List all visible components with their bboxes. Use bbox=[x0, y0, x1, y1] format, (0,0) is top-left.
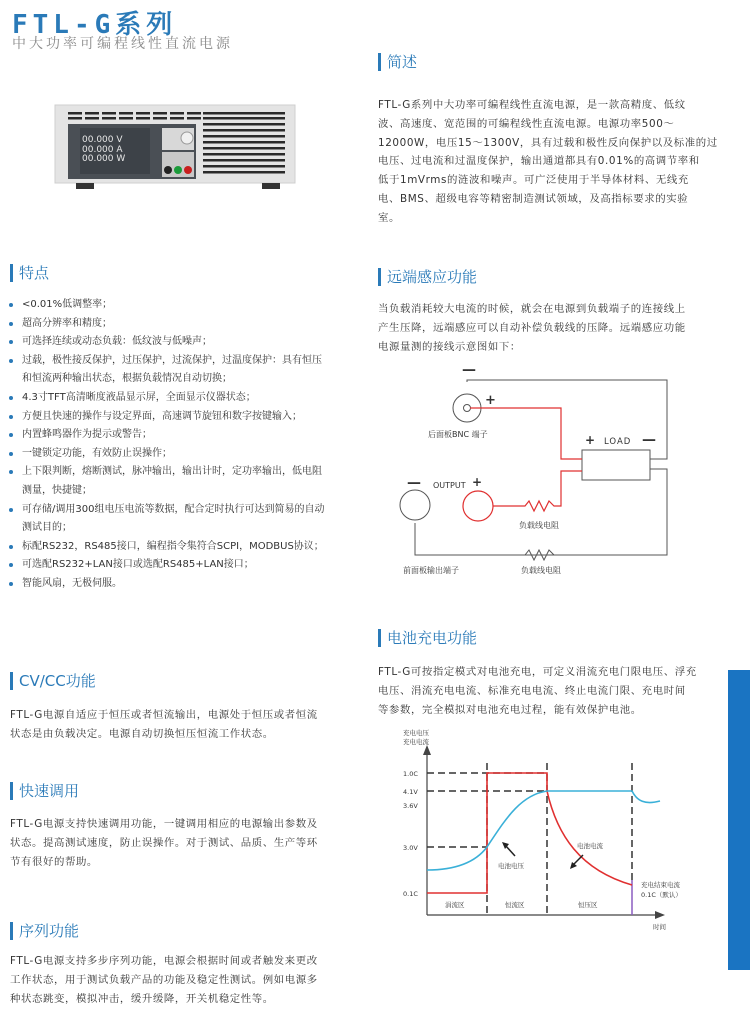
feature-text: 标配RS232，RS485接口，编程指令集符合SCPI，MODBUS协议； bbox=[22, 540, 324, 552]
sequence-line: 工作状态，用于测试负载产品的功能及稳定性测试。例如电源多 bbox=[10, 973, 318, 986]
heading-accent-bar bbox=[10, 264, 13, 282]
zone-cc: 恒流区 bbox=[505, 901, 525, 909]
quick-recall-heading bbox=[10, 780, 79, 801]
sequence-line: FTL-G电源支持多步序列功能，电源会根据时间或者触发来更改 bbox=[10, 955, 318, 967]
zone-trickle: 涓流区 bbox=[445, 901, 465, 909]
feature-item bbox=[2, 463, 352, 500]
feature-item bbox=[2, 389, 352, 408]
cvcc-heading-text: CV/CC功能 bbox=[19, 672, 96, 690]
y-label-voltage: 充电电压 bbox=[403, 729, 429, 737]
overview-heading-text: 简述 bbox=[387, 53, 418, 71]
end-current-label: 充电结束电流 bbox=[641, 881, 680, 889]
page-subtitle: 中大功率可编程线性直流电源 bbox=[12, 36, 233, 52]
x-axis-arrow-icon bbox=[655, 911, 665, 919]
remote-sense-line: 产生压降，远端感应可以自动补偿负载线的压降。远端感应功能 bbox=[378, 321, 686, 334]
bullet-icon bbox=[9, 452, 13, 456]
feature-item bbox=[2, 538, 352, 557]
product-image bbox=[50, 100, 300, 195]
heading-accent-bar bbox=[10, 782, 13, 800]
heading-accent-bar bbox=[378, 53, 381, 71]
bullet-icon bbox=[9, 433, 13, 437]
load-label: LOAD bbox=[604, 437, 632, 447]
quick-recall-text bbox=[10, 815, 360, 871]
y-label-current: 充电电流 bbox=[403, 738, 429, 746]
feature-item bbox=[2, 296, 352, 315]
feature-text: 可选配RS232+LAN接口或选配RS485+LAN接口； bbox=[22, 559, 254, 571]
cvcc-text bbox=[10, 706, 360, 744]
zone-cv: 恒压区 bbox=[578, 901, 598, 909]
battery-heading-text: 电池充电功能 bbox=[387, 629, 478, 647]
feature-text: 和恒流两种输出状态，根据负载情况自动切换； bbox=[22, 373, 232, 385]
remote-sense-text bbox=[378, 300, 728, 356]
reading-power: 00.000 W bbox=[82, 154, 126, 164]
y-axis-arrow-icon bbox=[423, 745, 431, 755]
heading-accent-bar bbox=[10, 672, 13, 690]
battery-voltage-curve bbox=[427, 791, 660, 870]
feature-item bbox=[2, 445, 352, 464]
voltage-label: 电池电压 bbox=[498, 862, 524, 870]
features-heading bbox=[10, 262, 49, 283]
reading-current: 00.000 A bbox=[82, 145, 123, 155]
bullet-icon bbox=[9, 322, 13, 326]
bnc-minus-sign: — bbox=[462, 362, 476, 378]
cvcc-line: 状态是由负载决定。电源自动切换恒压恒流工作状态。 bbox=[10, 727, 274, 740]
feature-text: <0.01%低调整率； bbox=[22, 299, 113, 310]
battery-line: 电压、涓流充电电流、标准充电电流、终止电流门限、充电时间 bbox=[378, 684, 686, 697]
tick-3v0: 3.0V bbox=[403, 844, 418, 852]
sequence-heading bbox=[10, 920, 79, 941]
feature-item bbox=[2, 315, 352, 334]
overview-text bbox=[378, 96, 728, 228]
bnc-terminal-label: 后面板BNC 端子 bbox=[428, 430, 488, 439]
overview-heading bbox=[378, 51, 417, 72]
bullet-icon bbox=[9, 415, 13, 419]
bullet-icon bbox=[9, 396, 13, 400]
feature-item bbox=[2, 426, 352, 445]
feature-item bbox=[2, 408, 352, 427]
sequence-line: 种状态跳变，模拟冲击，缓升缓降，开关机稳定性等。 bbox=[10, 992, 274, 1005]
cvcc-line: FTL-G电源自适应于恒压或者恒流输出，电源处于恒压或者恒流 bbox=[10, 709, 318, 721]
overview-line: 室。 bbox=[378, 211, 400, 224]
feature-text: 过载，极性接反保护，过压保护，过流保护，过温度保护：具有恒压 bbox=[22, 354, 322, 366]
output-plus-sign: + bbox=[472, 475, 483, 489]
end-current-default: 0.1C（默认） bbox=[641, 891, 682, 899]
output-label: OUTPUT bbox=[433, 481, 466, 490]
feature-text: 上下限判断，熔断测试，脉冲输出，输出计时，定功率输出，低电阻 bbox=[22, 466, 322, 478]
overview-line: 电压、过电流和过温度保护，输出通道都具有0.01%的高调节率和 bbox=[378, 155, 700, 168]
feature-text: 可选择连续或动态负载：低纹波与低噪声； bbox=[22, 336, 212, 348]
bullet-icon bbox=[9, 340, 13, 344]
current-pointer-arrow-icon bbox=[573, 855, 583, 865]
cvcc-heading bbox=[10, 670, 96, 691]
battery-line: FTL-G可按指定模式对电池充电，可定义涓流充电门限电压、浮充 bbox=[378, 666, 697, 678]
battery-heading bbox=[378, 627, 477, 648]
remote-sense-line: 当负载消耗较大电流的时候，就会在电源到负载端子的连接线上 bbox=[378, 303, 686, 315]
front-terminal-label: 前面板输出端子 bbox=[403, 566, 459, 575]
feature-text: 智能风扇，无极伺服。 bbox=[22, 577, 122, 589]
overview-line: 电、BMS、超级电容等精密制造测试领域，及高指标要求的实验 bbox=[378, 192, 689, 205]
tick-4v1: 4.1V bbox=[403, 788, 418, 796]
sequence-heading-text: 序列功能 bbox=[19, 922, 80, 940]
feature-text: 测量，快捷键； bbox=[22, 484, 92, 496]
bullet-icon bbox=[9, 470, 13, 474]
battery-line: 等参数，完全模拟对电池充电过程，能有效保护电池。 bbox=[378, 703, 642, 716]
quick-recall-line: FTL-G电源支持快速调用功能，一键调用相应的电源输出参数及 bbox=[10, 818, 318, 830]
side-accent-strip bbox=[728, 670, 750, 970]
tick-0c1: 0.1C bbox=[403, 890, 418, 898]
feature-item bbox=[2, 352, 352, 389]
quick-recall-line: 节有很好的帮助。 bbox=[10, 855, 98, 868]
bullet-icon bbox=[9, 563, 13, 567]
feature-text: 4.3寸TFT高清晰度液晶显示屏，全面显示仪器状态； bbox=[22, 391, 256, 403]
overview-line: 低于1mVrms的涟波和噪声。可广泛使用于半导体材料、无线充 bbox=[378, 174, 689, 187]
heading-accent-bar bbox=[378, 268, 381, 286]
bullet-icon bbox=[9, 508, 13, 512]
features-heading-text: 特点 bbox=[19, 264, 50, 282]
bullet-icon bbox=[9, 359, 13, 363]
feature-text: 内置蜂鸣器作为提示或警告； bbox=[22, 429, 152, 441]
feature-item bbox=[2, 333, 352, 352]
overview-line: FTL-G系列中大功率可编程线性直流电源，是一款高精度、低纹 bbox=[378, 99, 686, 111]
tick-1c: 1.0C bbox=[403, 770, 418, 778]
tick-3v6: 3.6V bbox=[403, 802, 418, 810]
feature-text: 测试目的； bbox=[22, 522, 72, 534]
output-minus-sign: — bbox=[407, 475, 421, 491]
feature-item bbox=[2, 556, 352, 575]
battery-text bbox=[378, 663, 723, 719]
feature-text: 方便且快速的操作与设定界面，高速调节旋钮和数字按键输入； bbox=[22, 410, 302, 422]
bullet-icon bbox=[9, 545, 13, 549]
remote-sense-diagram bbox=[390, 360, 690, 580]
load-minus-sign: — bbox=[642, 432, 656, 448]
remote-sense-line: 电源量测的接线示意图如下： bbox=[378, 340, 521, 353]
page-title: FTL-G系列 bbox=[12, 10, 178, 40]
x-label-time: 时间 bbox=[653, 923, 666, 931]
load-line-resistor-label: 负载线电阻 bbox=[519, 521, 559, 530]
overview-line: 波、高速度、宽范围的可编程线性直流电源。电源功率500～ bbox=[378, 117, 675, 130]
bullet-icon bbox=[9, 582, 13, 586]
remote-sense-heading bbox=[378, 266, 477, 287]
features-list bbox=[2, 296, 352, 594]
feature-text: 超高分辨率和精度； bbox=[22, 317, 112, 329]
feature-text: 一键锁定功能，有效防止误操作； bbox=[22, 447, 172, 459]
load-line-resistor-label-2: 负载线电阻 bbox=[521, 566, 561, 575]
bnc-plus-sign: + bbox=[485, 393, 496, 408]
heading-accent-bar bbox=[10, 922, 13, 940]
bullet-icon bbox=[9, 303, 13, 307]
feature-item bbox=[2, 501, 352, 538]
remote-sense-heading-text: 远端感应功能 bbox=[387, 268, 478, 286]
sequence-text bbox=[10, 952, 360, 1008]
reading-voltage: 00.000 V bbox=[82, 135, 123, 145]
load-plus-sign: + bbox=[585, 433, 596, 447]
battery-charge-chart bbox=[395, 725, 695, 935]
heading-accent-bar bbox=[378, 629, 381, 647]
feature-text: 可存储/调用300组电压电流等数据，配合定时执行可达到简易的自动 bbox=[22, 503, 325, 515]
quick-recall-line: 状态。提高测试速度，防止误操作。对于测试、品质、生产等环 bbox=[10, 836, 318, 849]
overview-line: 12000W，电压15～1300V，具有过载和极性反向保护以及标准的过 bbox=[378, 136, 718, 149]
quick-recall-heading-text: 快速调用 bbox=[19, 782, 80, 800]
current-label: 电池电流 bbox=[577, 842, 603, 850]
feature-item bbox=[2, 575, 352, 594]
